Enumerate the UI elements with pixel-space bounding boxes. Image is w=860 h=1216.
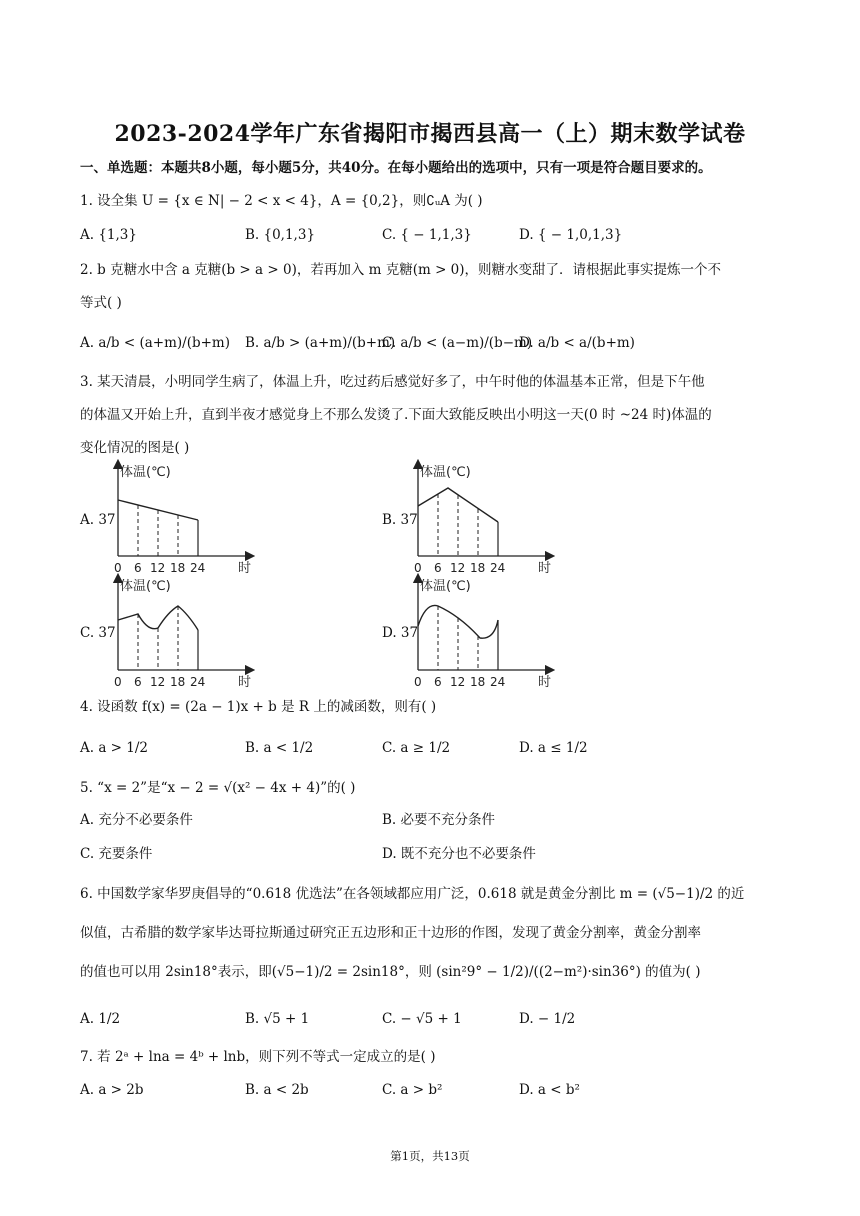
- q6-option-c: C. − √5 + 1: [382, 1011, 462, 1027]
- q2-option-c: C. a/b < (a−m)/(b−m): [382, 335, 533, 351]
- question-3-stem-line1: 3. 某天清晨，小明同学生病了，体温上升，吃过药后感觉好多了，中午时他的体温基本正常，但是下午他: [80, 374, 705, 390]
- q3-graph-b-ylabel: 体温(℃): [420, 465, 471, 480]
- q7-option-c: C. a > b²: [382, 1082, 443, 1098]
- q3-graph-a: [100, 458, 255, 578]
- q7-option-b: B. a < 2b: [245, 1082, 309, 1098]
- q3-graph-c: [100, 572, 255, 692]
- q6-option-a: A. 1/2: [80, 1011, 121, 1027]
- svg-text:18: 18: [470, 561, 486, 575]
- svg-text:24: 24: [190, 561, 206, 575]
- q3-option-b-label: B. 37: [382, 512, 418, 528]
- q5-option-d: D. 既不充分也不必要条件: [382, 846, 536, 862]
- q3-graph-c-xlabel: 时: [238, 675, 252, 690]
- q2-option-b: B. a/b > (a+m)/(b+m): [245, 335, 396, 351]
- svg-text:12: 12: [150, 561, 166, 575]
- question-6-stem-line3: 的值也可以用 2sin18°表示，即(√5−1)/2 = 2sin18°，则 (sin²9° − 1/2)/((2−m²)·sin36°) 的值为( ): [80, 964, 701, 980]
- q2-option-a: A. a/b < (a+m)/(b+m): [80, 335, 230, 351]
- question-7-stem: 7. 若 2ᵃ + lna = 4ᵇ + lnb，则下列不等式一定成立的是( ): [80, 1049, 436, 1065]
- question-1-stem: 1. 设全集 U = {x ∈ N| − 2 < x < 4}，A = {0,2}，则∁ᵤA 为( ): [80, 193, 483, 209]
- svg-text:0: 0: [114, 675, 122, 689]
- q3-option-d-label: D. 37: [382, 625, 419, 641]
- svg-text:24: 24: [490, 561, 506, 575]
- page-footer: 第1页，共13页: [390, 1149, 470, 1163]
- q1-option-b: B. {0,1,3}: [245, 227, 316, 243]
- q7-option-d: D. a < b²: [519, 1082, 580, 1098]
- svg-text:0: 0: [414, 675, 422, 689]
- question-2-stem-line2: 等式( ): [80, 295, 122, 311]
- svg-text:6: 6: [434, 675, 442, 689]
- svg-text:24: 24: [490, 675, 506, 689]
- q4-option-c: C. a ≥ 1/2: [382, 740, 451, 756]
- q6-option-b: B. √5 + 1: [245, 1011, 310, 1027]
- q3-graph-b: [400, 458, 555, 578]
- svg-text:12: 12: [450, 675, 466, 689]
- svg-text:6: 6: [134, 561, 142, 575]
- svg-text:18: 18: [470, 675, 486, 689]
- svg-text:0: 0: [414, 561, 422, 575]
- svg-text:18: 18: [170, 561, 186, 575]
- q3-graph-b-xlabel: 时: [538, 561, 552, 576]
- question-3-stem-line2: 的体温又开始上升，直到半夜才感觉身上不那么发烫了.下面大致能反映出小明这一天(0 时 ~24 时)体温的: [80, 407, 712, 423]
- q3-graph-d: [400, 572, 555, 692]
- q7-option-a: A. a > 2b: [80, 1082, 144, 1098]
- q4-option-d: D. a ≤ 1/2: [519, 740, 588, 756]
- q3-graph-c-ylabel: 体温(℃): [120, 579, 171, 594]
- q5-option-a: A. 充分不必要条件: [80, 812, 193, 828]
- q4-option-b: B. a < 1/2: [245, 740, 314, 756]
- svg-text:12: 12: [150, 675, 166, 689]
- svg-text:24: 24: [190, 675, 206, 689]
- q1-option-c: C. { − 1,1,3}: [382, 227, 472, 243]
- q3-option-a-label: A. 37: [80, 512, 116, 528]
- question-3-stem-line3: 变化情况的图是( ): [80, 440, 190, 456]
- q1-option-a: A. {1,3}: [80, 227, 137, 243]
- q2-option-d: D. a/b < a/(b+m): [519, 335, 635, 351]
- q3-graph-d-xlabel: 时: [538, 675, 552, 690]
- question-2-stem-line1: 2. b 克糖水中含 a 克糖(b > a > 0)，若再加入 m 克糖(m > 0)，则糖水变甜了．请根据此事实提炼一个不: [80, 262, 722, 278]
- q3-graph-d-ylabel: 体温(℃): [420, 579, 471, 594]
- exam-title: 2023-2024学年广东省揭阳市揭西县高一（上）期末数学试卷: [114, 121, 746, 147]
- q3-option-c-label: C. 37: [80, 625, 116, 641]
- q6-option-d: D. − 1/2: [519, 1011, 576, 1027]
- q5-option-b: B. 必要不充分条件: [382, 812, 496, 828]
- question-6-stem-line2: 似值，古希腊的数学家毕达哥拉斯通过研究正五边形和正十边形的作图，发现了黄金分割率，黄金分割率: [80, 925, 701, 941]
- svg-text:12: 12: [450, 561, 466, 575]
- q3-graph-a-ylabel: 体温(℃): [120, 465, 171, 480]
- question-4-stem: 4. 设函数 f(x) = (2a − 1)x + b 是 R 上的减函数，则有( ): [80, 699, 437, 715]
- q4-option-a: A. a > 1/2: [80, 740, 149, 756]
- q1-option-d: D. { − 1,0,1,3}: [519, 227, 623, 243]
- svg-text:0: 0: [114, 561, 122, 575]
- question-6-stem-line1: 6. 中国数学家华罗庚倡导的“0.618 优选法”在各领域都应用广泛，0.618 就是黄金分割比 m = (√5−1)/2 的近: [80, 886, 745, 902]
- section-heading: 一、单选题：本题共8小题，每小题5分，共40分。在每小题给出的选项中，只有一项是符合题目要求的。: [80, 160, 712, 176]
- question-5-stem: 5. “x = 2”是“x − 2 = √(x² − 4x + 4)”的( ): [80, 780, 356, 796]
- svg-text:18: 18: [170, 675, 186, 689]
- svg-text:6: 6: [134, 675, 142, 689]
- q3-graph-a-xlabel: 时: [238, 561, 252, 576]
- q5-option-c: C. 充要条件: [80, 846, 153, 862]
- svg-text:6: 6: [434, 561, 442, 575]
